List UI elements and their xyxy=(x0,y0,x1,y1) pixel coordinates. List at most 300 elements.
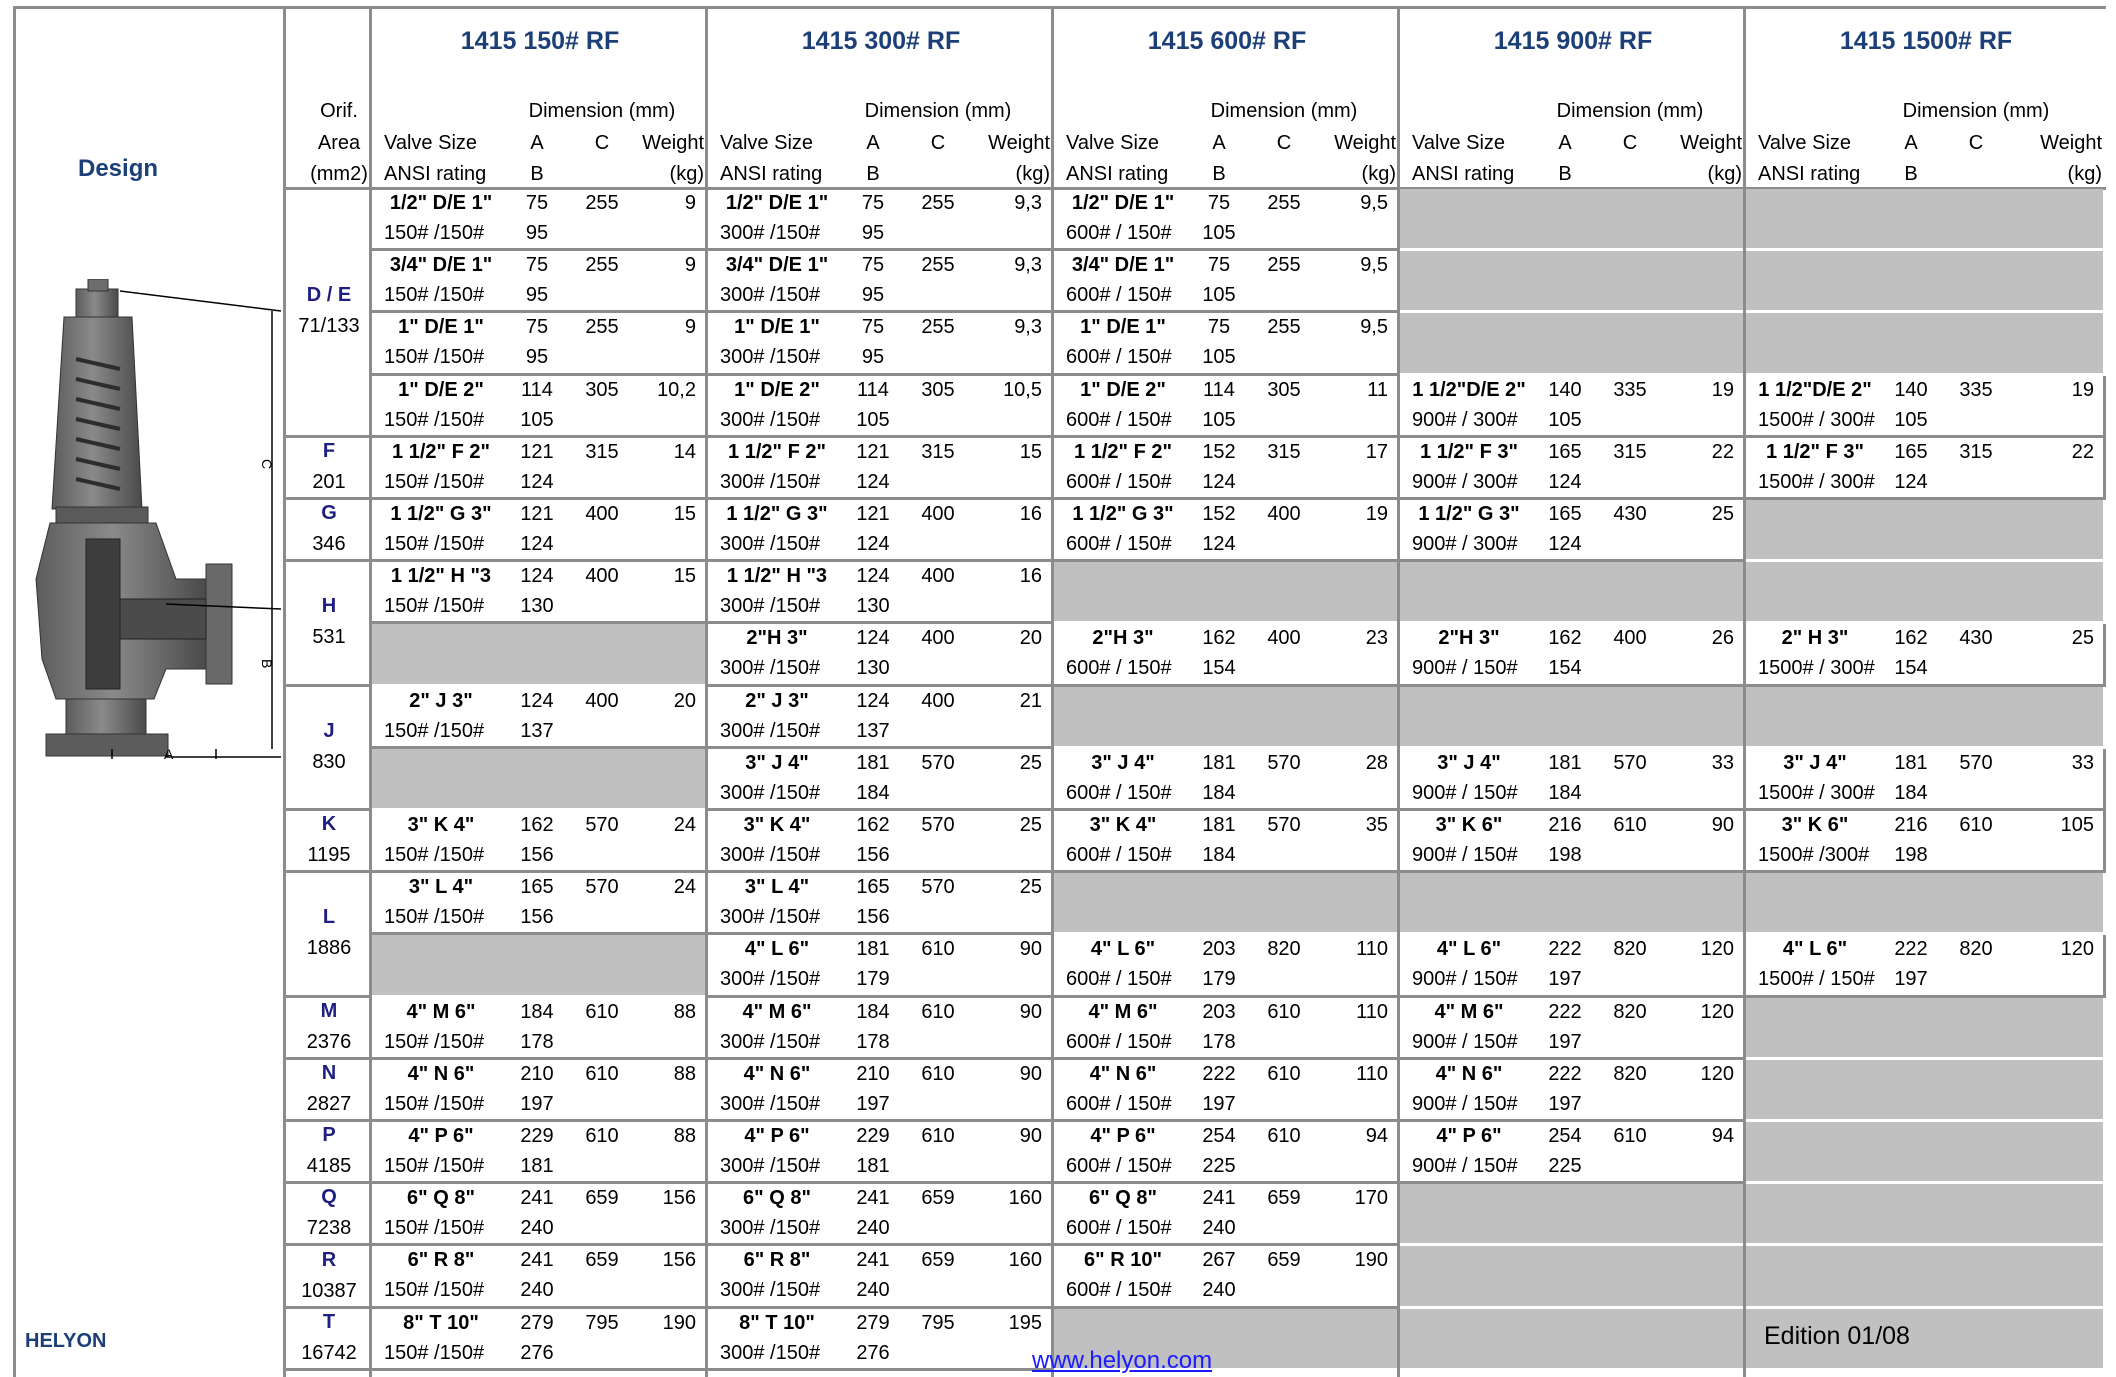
ansi-rating: 300# /150# xyxy=(720,1217,821,1240)
empty-cell xyxy=(1400,1184,1743,1243)
dim-c: 570 xyxy=(1959,751,1993,774)
dim-a: 165 xyxy=(1548,440,1582,463)
orifice-area: 71/133 xyxy=(298,315,360,338)
valve-size: 3" L 4" xyxy=(408,876,474,899)
valve-size: 4" N 6" xyxy=(743,1062,811,1085)
dim-a: 216 xyxy=(1548,814,1582,836)
valve-size: 4" P 6" xyxy=(408,1125,474,1147)
ansi-rating: 150# /150# xyxy=(384,1341,485,1364)
col-a-header: A xyxy=(1212,132,1226,154)
dim-c: 570 xyxy=(585,814,619,836)
dim-b: 197 xyxy=(856,1092,890,1115)
dim-a: 152 xyxy=(1202,440,1236,463)
valve-size: 2"H 3" xyxy=(1438,627,1500,650)
dim-b: 130 xyxy=(856,657,890,680)
dim-b: 124 xyxy=(1894,470,1928,493)
helyon-website-link[interactable]: www.helyon.com xyxy=(1032,1347,1213,1374)
valve-size-header: Valve Size xyxy=(1758,132,1852,154)
ansi-rating: 150# /150# xyxy=(384,1030,485,1053)
weight: 110 xyxy=(1356,938,1388,961)
weight: 195 xyxy=(1008,1311,1042,1334)
weight: 105 xyxy=(2060,814,2094,836)
dim-a: 181 xyxy=(1894,751,1928,774)
dim-b: 95 xyxy=(861,222,885,244)
orifice-letter: J xyxy=(323,719,335,742)
dim-a: 181 xyxy=(856,751,890,774)
ansi-rating: 1500# / 300# xyxy=(1758,657,1875,680)
dim-c: 610 xyxy=(1613,1125,1647,1147)
weight: 110 xyxy=(1356,1062,1388,1085)
dim-a: 121 xyxy=(856,503,890,525)
ansi-rating: 600# / 150# xyxy=(1066,1092,1172,1115)
dim-a: 75 xyxy=(525,316,549,339)
dim-c: 570 xyxy=(921,814,955,836)
orifice-area: 16742 xyxy=(301,1341,357,1364)
weight: 16 xyxy=(1019,503,1042,525)
ansi-rating: 600# / 150# xyxy=(1066,284,1172,307)
orifice-area: 830 xyxy=(312,750,346,773)
dim-b: 197 xyxy=(1548,968,1582,991)
empty-cell xyxy=(1400,313,1743,372)
dim-b: 124 xyxy=(1202,470,1236,493)
weight: 19 xyxy=(2071,378,2094,401)
valve-size: 4" P 6" xyxy=(744,1125,810,1147)
dim-c: 255 xyxy=(1267,316,1301,339)
orifice-letter: Q xyxy=(321,1186,337,1209)
empty-cell xyxy=(1746,189,2103,248)
dim-b: 197 xyxy=(1202,1092,1236,1115)
ansi-rating: 900# / 150# xyxy=(1412,844,1518,866)
dim-b: 156 xyxy=(520,844,554,866)
orifice-cell xyxy=(283,873,372,997)
ansi-rating: 300# /150# xyxy=(720,595,821,618)
dim-c: 570 xyxy=(921,876,955,899)
dim-a: 222 xyxy=(1548,1062,1582,1085)
valve-size: 3" J 4" xyxy=(745,751,809,774)
valve-size: 8" T 10" xyxy=(403,1311,479,1334)
valve-size: 2"H 3" xyxy=(746,627,808,650)
ansi-rating: 150# /150# xyxy=(384,906,485,929)
dim-b: 197 xyxy=(520,1092,554,1115)
ansi-rating: 1500# / 300# xyxy=(1758,781,1875,804)
dim-c: 659 xyxy=(585,1249,619,1272)
weight: 25 xyxy=(1019,751,1042,774)
valve-size: 1/2" D/E 1" xyxy=(389,192,493,214)
design-header: Design xyxy=(78,155,159,182)
dim-a: 229 xyxy=(856,1125,890,1147)
dim-c: 610 xyxy=(921,1125,955,1147)
dim-c: 400 xyxy=(1267,503,1301,525)
dim-b: 105 xyxy=(856,408,890,431)
weight: 9,5 xyxy=(1360,192,1388,214)
dim-c: 255 xyxy=(921,192,955,214)
ansi-rating: 900# / 150# xyxy=(1412,1030,1518,1053)
weight: 20 xyxy=(1019,627,1042,650)
weight: 35 xyxy=(1365,814,1388,836)
dim-a: 241 xyxy=(1202,1187,1236,1210)
dim-c: 570 xyxy=(585,876,619,899)
dim-b: 95 xyxy=(525,284,549,307)
weight: 9,5 xyxy=(1360,316,1388,339)
empty-cell xyxy=(1400,251,1743,310)
weight-header: Weight xyxy=(988,132,1050,154)
weight: 156 xyxy=(662,1249,696,1272)
dim-a: 124 xyxy=(856,627,890,650)
dim-b: 105 xyxy=(1202,222,1236,244)
valve-size-header: Valve Size xyxy=(384,132,478,154)
ansi-rating: 600# / 150# xyxy=(1066,1217,1172,1240)
empty-cell xyxy=(1054,873,1397,932)
weight: 90 xyxy=(1019,1125,1042,1147)
col-b-header: B xyxy=(1558,163,1572,185)
ansi-rating: 150# /150# xyxy=(384,346,485,369)
dim-a: 114 xyxy=(857,378,889,401)
ansi-rating: 300# /150# xyxy=(720,781,821,804)
orifice-letter: H xyxy=(321,595,337,618)
ansi-rating: 600# / 150# xyxy=(1066,1155,1172,1177)
dim-b: 95 xyxy=(861,346,885,369)
dim-c: 820 xyxy=(1613,1000,1647,1023)
empty-cell xyxy=(1746,500,2103,559)
dim-c: 335 xyxy=(1959,378,1993,401)
ansi-rating-header: ANSI rating xyxy=(720,163,823,185)
weight: 9 xyxy=(684,316,696,339)
ansi-rating: 300# /150# xyxy=(720,906,821,929)
orifice-letter: T xyxy=(322,1310,336,1333)
weight: 190 xyxy=(1354,1249,1388,1272)
ansi-rating-header: ANSI rating xyxy=(1412,163,1515,185)
weight: 90 xyxy=(1019,938,1042,961)
empty-cell xyxy=(1746,998,2103,1057)
orifice-area: 7238 xyxy=(306,1217,352,1240)
dim-a: 267 xyxy=(1202,1249,1236,1272)
orifice-letter: D / E xyxy=(306,284,352,307)
valve-size: 1" D/E 1" xyxy=(1080,316,1166,339)
dim-c: 659 xyxy=(1267,1187,1301,1210)
dim-b: 178 xyxy=(1202,1030,1236,1053)
empty-cell xyxy=(372,935,705,994)
valve-dimension-sheet xyxy=(13,6,2106,1377)
dim-a: 165 xyxy=(1894,440,1928,463)
dim-b: 156 xyxy=(520,906,554,929)
ansi-rating: 600# / 150# xyxy=(1066,781,1172,804)
dim-b: 124 xyxy=(520,533,554,555)
orifice-area: 531 xyxy=(312,626,346,649)
empty-cell xyxy=(1400,687,1743,746)
dim-c: 610 xyxy=(921,1000,955,1023)
valve-size: 4" M 6" xyxy=(406,1000,476,1023)
weight: 9,5 xyxy=(1360,254,1388,277)
valve-size: 1 1/2" F 3" xyxy=(1766,440,1864,463)
dim-a: 229 xyxy=(520,1125,554,1147)
ansi-rating: 600# / 150# xyxy=(1066,470,1172,493)
col-b-header: B xyxy=(1212,163,1226,185)
weight: 9 xyxy=(684,192,696,214)
dim-a: 241 xyxy=(856,1249,890,1272)
orifice-letter: N xyxy=(321,1061,337,1084)
weight: 11 xyxy=(1367,378,1388,401)
col-c-header: C xyxy=(930,132,946,154)
weight: 25 xyxy=(1019,876,1042,899)
dim-a: 184 xyxy=(856,1000,890,1023)
dim-b: 240 xyxy=(520,1279,554,1302)
dim-a: 75 xyxy=(525,192,549,214)
valve-size: 4" P 6" xyxy=(1090,1125,1156,1147)
dim-a: 222 xyxy=(1548,1000,1582,1023)
empty-cell xyxy=(1746,873,2103,932)
dimension-header: Dimension (mm) xyxy=(1556,100,1704,122)
dim-c: 305 xyxy=(921,378,955,401)
dim-c: 255 xyxy=(585,316,619,339)
dim-c: 570 xyxy=(921,751,955,774)
dim-a: 241 xyxy=(856,1187,890,1210)
dim-b: 154 xyxy=(1894,657,1928,680)
dim-b: 156 xyxy=(856,844,890,866)
valve-size: 2" H 3" xyxy=(1781,627,1849,650)
dim-a: 114 xyxy=(1203,378,1235,401)
dim-c: 570 xyxy=(1613,751,1647,774)
dim-c: 400 xyxy=(585,503,619,525)
dim-a: 254 xyxy=(1548,1125,1582,1147)
dim-c: 255 xyxy=(585,192,619,214)
ansi-rating: 300# /150# xyxy=(720,968,821,991)
ansi-rating-header: ANSI rating xyxy=(1758,163,1861,185)
dim-b: 105 xyxy=(1548,408,1582,431)
valve-size: 4" P 6" xyxy=(1436,1125,1502,1147)
dim-c: 820 xyxy=(1959,938,1993,961)
dim-b: 198 xyxy=(1894,844,1928,866)
col-a-header: A xyxy=(1558,132,1572,154)
orif-header-1: Orif. xyxy=(320,100,358,122)
drawing-label-c: C xyxy=(259,459,275,470)
valve-size: 1/2" D/E 1" xyxy=(725,192,829,214)
weight: 22 xyxy=(1711,440,1734,463)
dim-b: 95 xyxy=(525,222,549,244)
dim-c: 610 xyxy=(585,1062,619,1085)
empty-cell xyxy=(1400,1309,1743,1368)
valve-size: 3" K 6" xyxy=(1781,814,1849,836)
weight: 9 xyxy=(684,254,696,277)
ansi-rating: 600# / 150# xyxy=(1066,408,1172,431)
dim-b: 184 xyxy=(1548,781,1582,804)
group-title: 1415 1500# RF xyxy=(1839,27,2013,55)
weight: 22 xyxy=(2071,440,2094,463)
weight: 20 xyxy=(673,689,696,712)
dim-c: 430 xyxy=(1959,627,1993,650)
weight: 33 xyxy=(1711,751,1734,774)
dim-c: 610 xyxy=(585,1125,619,1147)
valve-size: 6" R 8" xyxy=(407,1249,475,1272)
weight: 24 xyxy=(673,876,696,899)
dim-a: 210 xyxy=(856,1062,890,1085)
valve-size: 1 1/2" F 3" xyxy=(1420,440,1518,463)
col-a-header: A xyxy=(866,132,880,154)
valve-size: 1 1/2" H "3 xyxy=(390,565,492,588)
group-title: 1415 300# RF xyxy=(801,27,961,55)
dim-a: 165 xyxy=(520,876,554,899)
dim-b: 184 xyxy=(1202,844,1236,866)
ansi-rating: 150# /150# xyxy=(384,719,485,742)
ansi-rating: 1500# / 300# xyxy=(1758,470,1875,493)
weight: 14 xyxy=(673,440,696,463)
ansi-rating: 600# / 150# xyxy=(1066,1030,1172,1053)
dim-a: 162 xyxy=(1894,627,1928,650)
weight: 88 xyxy=(673,1000,696,1023)
dim-b: 179 xyxy=(1202,968,1236,991)
valve-size: 6" Q 8" xyxy=(407,1187,475,1210)
dim-c: 610 xyxy=(921,938,955,961)
dim-c: 400 xyxy=(921,627,955,650)
ansi-rating: 300# /150# xyxy=(720,657,821,680)
empty-cell xyxy=(1400,189,1743,248)
orif-header-2: Area xyxy=(317,132,361,154)
dimension-header: Dimension (mm) xyxy=(1210,100,1358,122)
valve-size: 2" J 3" xyxy=(409,689,473,712)
empty-cell xyxy=(1746,562,2103,621)
dim-b: 95 xyxy=(861,284,885,307)
dim-a: 121 xyxy=(856,440,890,463)
valve-size: 4" L 6" xyxy=(1782,938,1848,961)
orifice-letter: P xyxy=(322,1124,336,1147)
dim-c: 315 xyxy=(1959,440,1993,463)
col-c-header: C xyxy=(1276,132,1292,154)
dim-b: 197 xyxy=(1548,1092,1582,1115)
weight: 28 xyxy=(1365,751,1388,774)
dim-a: 254 xyxy=(1202,1125,1236,1147)
dim-b: 240 xyxy=(1202,1279,1236,1302)
dim-a: 75 xyxy=(861,254,885,277)
weight: 9,3 xyxy=(1014,254,1042,277)
group-title: 1415 600# RF xyxy=(1147,27,1307,55)
dim-a: 75 xyxy=(1207,192,1231,214)
col-b-header: B xyxy=(866,163,880,185)
weight-header: Weight xyxy=(1680,132,1742,154)
dim-b: 154 xyxy=(1202,657,1236,680)
dim-c: 255 xyxy=(1267,192,1301,214)
empty-cell xyxy=(1400,1246,1743,1305)
empty-cell xyxy=(1746,1246,2103,1305)
col-c-header: C xyxy=(1968,132,1984,154)
valve-size: 1 1/2" F 2" xyxy=(392,440,490,463)
ansi-rating: 150# /150# xyxy=(384,1217,485,1240)
dim-a: 124 xyxy=(520,565,554,588)
valve-size: 3" J 4" xyxy=(1783,751,1847,774)
valve-size: 1/2" D/E 1" xyxy=(1071,192,1175,214)
orifice-cell xyxy=(283,687,372,811)
dim-a: 75 xyxy=(1207,254,1231,277)
dim-c: 255 xyxy=(1267,254,1301,277)
dim-c: 659 xyxy=(921,1187,955,1210)
dim-c: 430 xyxy=(1613,503,1647,525)
valve-size: 4" L 6" xyxy=(744,938,810,961)
valve-size: 4" N 6" xyxy=(1089,1062,1157,1085)
ansi-rating: 300# /150# xyxy=(720,844,821,866)
drawing-label-a: A xyxy=(164,746,174,759)
empty-cell xyxy=(1746,251,2103,310)
weight: 160 xyxy=(1008,1187,1042,1210)
weight: 33 xyxy=(2071,751,2094,774)
dim-b: 124 xyxy=(856,470,890,493)
ansi-rating: 150# /150# xyxy=(384,1155,485,1177)
dim-b: 240 xyxy=(856,1217,890,1240)
valve-size: 3/4" D/E 1" xyxy=(725,254,829,277)
ansi-rating: 300# /150# xyxy=(720,1279,821,1302)
weight: 90 xyxy=(1711,814,1734,836)
ansi-rating: 150# /150# xyxy=(384,1279,485,1302)
dim-b: 95 xyxy=(525,346,549,369)
orifice-area: 2827 xyxy=(306,1092,352,1115)
ansi-rating: 150# /150# xyxy=(384,1092,485,1115)
dim-c: 659 xyxy=(1267,1249,1301,1272)
valve-size: 3" J 4" xyxy=(1437,751,1501,774)
dim-a: 222 xyxy=(1548,938,1582,961)
ansi-rating: 900# / 150# xyxy=(1412,781,1518,804)
valve-size: 3" L 4" xyxy=(744,876,810,899)
weight-header: Weight xyxy=(2040,132,2102,154)
dim-b: 197 xyxy=(1548,1030,1582,1053)
weight: 10,5 xyxy=(1003,378,1042,401)
dim-a: 181 xyxy=(1548,751,1582,774)
ansi-rating: 900# / 150# xyxy=(1412,657,1518,680)
weight: 190 xyxy=(662,1311,696,1334)
weight-header: Weight xyxy=(1334,132,1396,154)
dim-c: 610 xyxy=(1267,1000,1301,1023)
ansi-rating: 300# /150# xyxy=(720,719,821,742)
empty-cell xyxy=(1746,1184,2103,1243)
dim-a: 184 xyxy=(520,1000,554,1023)
orifice-cell xyxy=(283,562,372,686)
valve-size-header: Valve Size xyxy=(1066,132,1160,154)
valve-size: 1 1/2" G 3" xyxy=(1418,503,1520,525)
dim-b: 105 xyxy=(1202,408,1236,431)
valve-size: 3" J 4" xyxy=(1091,751,1155,774)
ansi-rating: 150# /150# xyxy=(384,595,485,618)
ansi-rating-header: ANSI rating xyxy=(1066,163,1169,185)
dim-b: 124 xyxy=(856,533,890,555)
dim-a: 216 xyxy=(1894,814,1928,836)
ansi-rating: 300# /150# xyxy=(720,1030,821,1053)
weight: 23 xyxy=(1365,627,1388,650)
dim-b: 276 xyxy=(520,1341,554,1364)
dim-c: 659 xyxy=(585,1187,619,1210)
col-a-header: A xyxy=(530,132,544,154)
dim-b: 225 xyxy=(1202,1155,1236,1177)
valve-size: 1 1/2" G 3" xyxy=(390,503,492,525)
dim-b: 137 xyxy=(856,719,890,742)
ansi-rating: 1500# / 300# xyxy=(1758,408,1875,431)
dim-c: 315 xyxy=(585,440,619,463)
ansi-rating: 1500# /300# xyxy=(1758,844,1870,866)
valve-size: 2" J 3" xyxy=(745,689,809,712)
orifice-cell xyxy=(283,189,372,438)
dim-a: 121 xyxy=(520,440,554,463)
kg-header: (kg) xyxy=(1015,163,1050,185)
valve-size: 1" D/E 1" xyxy=(398,316,484,339)
dim-a: 162 xyxy=(520,814,554,836)
kg-header: (kg) xyxy=(2067,163,2102,185)
valve-size: 3/4" D/E 1" xyxy=(1071,254,1175,277)
valve-size: 1" D/E 1" xyxy=(734,316,820,339)
dim-c: 400 xyxy=(1267,627,1301,650)
dim-c: 570 xyxy=(1267,814,1301,836)
col-c-header: C xyxy=(1622,132,1638,154)
dim-b: 184 xyxy=(856,781,890,804)
orifice-letter: M xyxy=(320,999,338,1022)
dim-b: 179 xyxy=(856,968,890,991)
valve-size-header: Valve Size xyxy=(720,132,814,154)
dim-a: 210 xyxy=(520,1062,554,1085)
valve-size-header: Valve Size xyxy=(1412,132,1506,154)
